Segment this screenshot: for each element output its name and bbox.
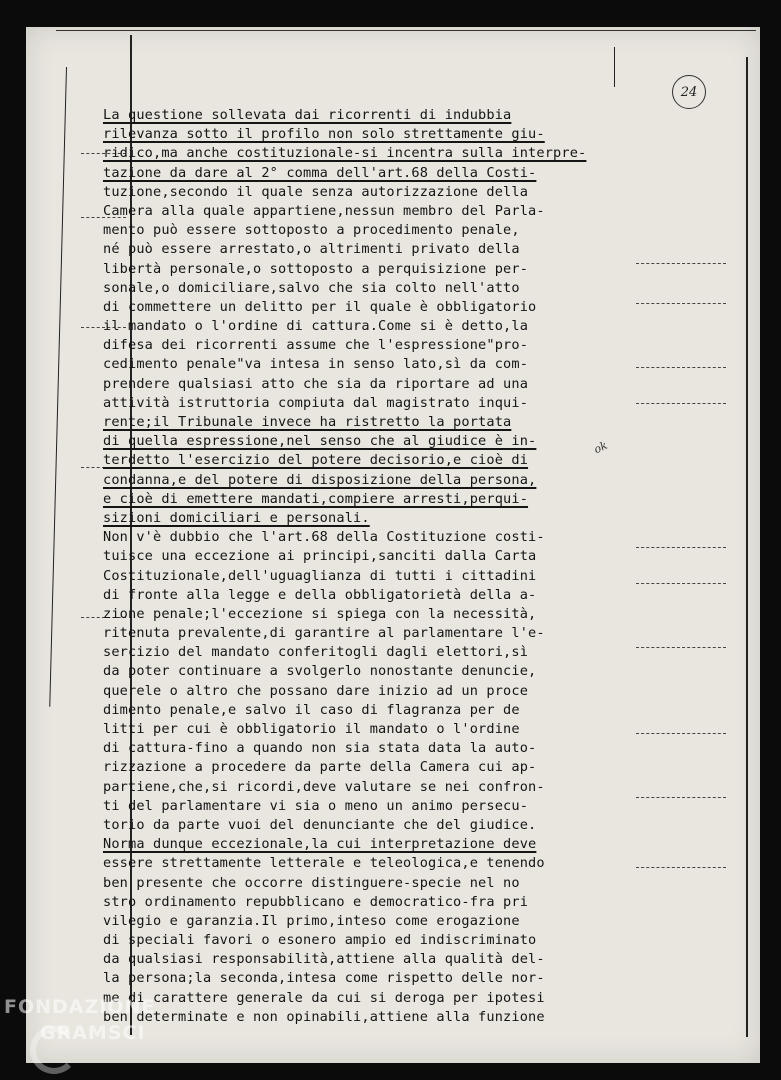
far-left-rule xyxy=(49,67,67,707)
text-line: e cioè di emettere mandati,compiere arresti,perqui- xyxy=(103,490,529,507)
text-line: mento può essere sottoposto a procedimento penale, xyxy=(103,222,520,239)
text-line: dimento penale,e salvo il caso di flagranza per de xyxy=(103,701,520,718)
margin-annotation: ok xyxy=(591,438,610,457)
text-line: di commettere un delitto per il quale è obbligatorio xyxy=(103,298,537,315)
text-line: sonale,o domiciliare,salvo che sia colto nell'atto xyxy=(103,279,520,296)
text-line: rente;il Tribunale invece ha ristretto la portata xyxy=(103,414,512,430)
text-line: vilegio e garanzia.Il primo,inteso come erogazione xyxy=(103,912,520,929)
margin-tick xyxy=(636,303,726,305)
watermark xyxy=(4,994,155,1046)
text-line: ti del parlamentare vi sia o meno un animo persecu- xyxy=(103,797,529,814)
text-line: libertà personale,o sottoposto a perquisizione per- xyxy=(103,260,529,277)
margin-tick xyxy=(636,403,726,405)
text-line: partiene,che,si ricordi,deve valutare se nei confron- xyxy=(103,778,545,795)
watermark-line2: GRAMSCI xyxy=(40,1022,146,1044)
text-line: tuzione,secondo il quale senza autorizzazione della xyxy=(103,183,529,200)
text-line: da qualsiasi responsabilità,attiene alla qualità del- xyxy=(103,951,545,968)
text-line: di speciali favori o esonero ampio ed indiscriminato xyxy=(103,932,537,949)
margin-tick xyxy=(636,647,726,649)
text-line: attività istruttoria compiuta dal magistrato inqui- xyxy=(103,394,529,411)
text-line: condanna,e del potere di disposizione della persona, xyxy=(103,471,537,488)
text-line: né può essere arrestato,o altrimenti privato della xyxy=(103,241,520,258)
text-line: zione penale;l'eccezione si spiega con la necessità, xyxy=(103,605,537,622)
text-line: difesa dei ricorrenti assume che l'espressione"pro- xyxy=(103,337,529,354)
text-line: sizioni domiciliari e personali. xyxy=(103,509,370,526)
text-line: ben presente che occorre distinguere-specie nel no xyxy=(103,874,520,891)
text-line: litti per cui è obbligatorio il mandato o l'ordine xyxy=(103,721,520,737)
text-line: querele o altro che possano dare inizio ad un proce xyxy=(103,682,529,699)
right-inner-rule xyxy=(614,47,615,87)
text-line: essere strettamente letterale e teleologica,e tenendo xyxy=(103,855,545,872)
text-line: torio da parte vuoi del denunciante che del giudice. xyxy=(103,816,537,833)
text-line: di fronte alla legge e della obbligatorietà della a- xyxy=(103,586,537,603)
text-line: rizzazione a procedere da parte della Camera cui ap- xyxy=(103,759,537,776)
document-body xyxy=(103,106,603,1027)
text-line: da poter continuare a svolgerlo nonostante denuncie, xyxy=(103,663,537,680)
margin-tick xyxy=(636,367,726,369)
margin-tick xyxy=(636,583,726,585)
text-line: la persona;la seconda,intesa come rispetto delle nor- xyxy=(103,970,545,987)
text-line: Costituzionale,dell'uguaglianza di tutti i cittadini xyxy=(103,567,537,584)
margin-tick xyxy=(636,797,726,799)
text-line: La questione sollevata dai ricorrenti di indubbia xyxy=(103,107,512,123)
text-line: Camera alla quale appartiene,nessun membro del Parla- xyxy=(103,202,545,219)
watermark-line1: FONDAZIONE xyxy=(4,996,156,1018)
margin-tick xyxy=(636,263,726,265)
text-line: Norma dunque eccezionale,la cui interpretazione deve xyxy=(103,836,537,853)
text-line: terdetto l'esercizio del potere decisorio,e cioè di xyxy=(103,452,529,469)
text-line: cedimento penale"va intesa in senso lato,sì da com- xyxy=(103,356,529,373)
margin-tick xyxy=(636,733,726,735)
text-line: sercizio del mandato conferitogli dagli elettori,sì xyxy=(103,644,529,661)
text-line: prendere qualsiasi atto che sia da riportare ad una xyxy=(103,375,529,392)
text-line: il mandato o l'ordine di cattura.Come si è detto,la xyxy=(103,318,529,335)
top-rule xyxy=(56,30,756,31)
text-line: ritenuta prevalente,di garantire al parlamentare l'e- xyxy=(103,625,545,642)
text-line: ridico,ma anche costituzionale-si incentra sulla interpre- xyxy=(103,145,587,162)
text-line: Non v'è dubbio che l'art.68 della Costituzione costi- xyxy=(103,529,545,546)
text-line: me di carattere generale da cui si deroga per ipotesi xyxy=(103,989,545,1006)
text-line: ben determinate e non opinabili,attiene alla funzione xyxy=(103,1008,545,1025)
margin-tick xyxy=(636,547,726,549)
text-line: stro ordinamento repubblicano e democratico-fra pri xyxy=(103,893,529,910)
text-line: rilevanza sotto il profilo non solo strettamente giu- xyxy=(103,126,545,143)
text-line: tuisce una eccezione ai principi,sanciti dalla Carta xyxy=(103,548,537,565)
right-margin-rule xyxy=(746,57,748,1037)
page-number: 24 xyxy=(672,75,706,109)
text-line: di cattura-fino a quando non sia stata data la auto- xyxy=(103,740,537,757)
text-line: di quella espressione,nel senso che al giudice è in- xyxy=(103,433,537,450)
margin-tick xyxy=(636,867,726,869)
text-line: tazione da dare al 2° comma dell'art.68 della Costi- xyxy=(103,164,537,181)
